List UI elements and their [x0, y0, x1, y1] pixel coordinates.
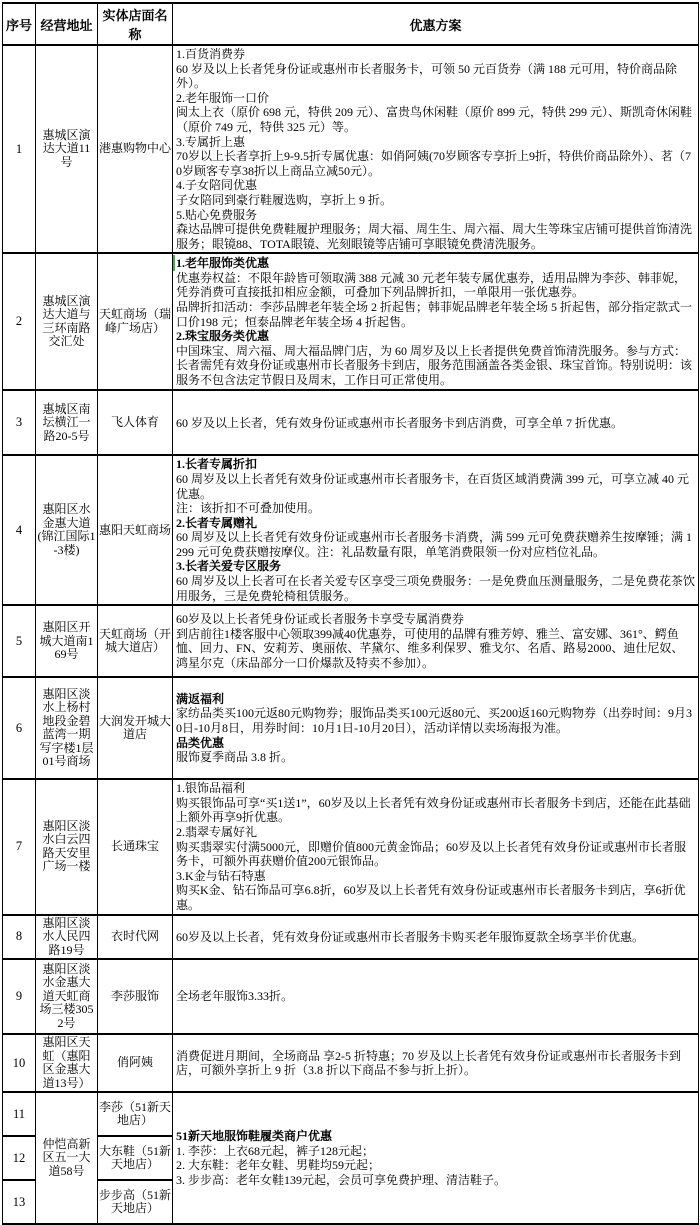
store-name-cell: 天虹商场（瑞峰广场店） — [98, 253, 173, 390]
scheme-line: 闽太上衣（原价 698 元，特供 209 元）、富贵鸟休闲鞋（原价 899 元，特供 299 元）、斯凯奇休闲鞋（原价 749 元，特供 325 元）等。 — [176, 105, 693, 134]
scheme-line: 60岁及以上长者，凭有效身份证或惠州市长者服务卡购买老年服饰夏款全场享半价优惠。 — [176, 929, 645, 944]
scheme-cell-merged — [173, 1092, 699, 1224]
scheme-cell — [173, 605, 699, 677]
scheme-cell — [173, 1034, 699, 1092]
store-name-cell: 俏阿姨 — [98, 1034, 173, 1092]
scheme-line: 服饰夏季商品 3.8 折。 — [176, 750, 294, 765]
table-row — [3, 455, 699, 605]
table-row — [3, 1034, 699, 1092]
scheme-line: 3.K金与钻石特惠 — [176, 868, 266, 883]
column-header-address: 经营地址 — [36, 3, 98, 45]
scheme-line: 70岁以上长者享折上9-9.5折专属优惠：如俏阿姨(70岁顾客专享折上9折，特供价商品除外）、茗（70岁顾客专享38折以上商品立减50元）。 — [176, 149, 691, 178]
scheme-cell — [173, 779, 699, 914]
store-name-cell: 大东鞋（51新天地店） — [98, 1136, 173, 1180]
table-row — [3, 45, 699, 253]
scheme-line: 60 周岁及以上长者凭有效身份证或惠州市长者服务卡消费，满 599 元可免费获赠养生按摩锤；满 1299 元可免费获赠按摩仪。注：礼品数量有限，单笔消费限领一份对应档位礼品。 — [176, 530, 693, 559]
scheme-line: 51新天地服饰鞋履类商户优惠 — [176, 1128, 333, 1143]
address-cell: 惠阳区淡水上杨村地段金碧蓝湾一期写字楼1层01号商场 — [36, 677, 98, 779]
header-row — [3, 3, 699, 45]
address-cell: 惠阳区淡水金惠大道天虹商场三楼3052号 — [36, 959, 98, 1034]
scheme-cell — [173, 677, 699, 779]
store-name-cell: 衣时代网 — [98, 915, 173, 960]
address-cell: 惠阳区淡水人民四路19号 — [36, 915, 98, 960]
scheme-cell — [173, 915, 699, 960]
scheme-line: 森达品牌可提供免费鞋履护理服务；周大福、周生生、周六福、周大生等珠宝店铺可提供首饰清洗服务；眼镜88、TOTA眼镜、光刻眼镜等店铺可享眼镜免费清洗服务。 — [176, 222, 693, 251]
row-number: 4 — [3, 455, 36, 605]
scheme-line: 1.老年服饰类优惠 — [176, 256, 270, 271]
row-number: 1 — [3, 45, 36, 253]
table-row — [3, 390, 699, 455]
scheme-line: 2. 大东鞋：老年女鞋、男鞋均59元起； — [176, 1158, 381, 1173]
row-number: 10 — [3, 1034, 36, 1092]
store-name-cell: 惠阳天虹商场 — [98, 455, 173, 605]
table-row — [3, 779, 699, 914]
scheme-line: 子女陪同到豪行鞋履选购，享折上 9 折。 — [176, 192, 393, 207]
scheme-line: 60 岁及以上长者，凭有效身份证或惠州市长者服务卡到店消费，可享全单 7 折优惠。 — [176, 415, 624, 430]
scheme-cell — [173, 959, 699, 1034]
store-name-cell: 步步高（51新天地店） — [98, 1180, 173, 1224]
table-row — [3, 677, 699, 779]
scheme-line: 2.长者专属赠礼 — [176, 515, 258, 530]
scheme-line: 消费促进月期间，全场商品 享2-5 折特惠；70 岁及以上长者凭有效身份证或惠州市长者服务卡到店，可额外享折上 9 折（3.8 折以下商品不参与折上折）。 — [176, 1048, 681, 1078]
discount-table — [2, 2, 699, 1225]
scheme-line: 1.长者专属折扣 — [176, 457, 258, 472]
address-cell-merged: 仲恺高新区五一大道58号 — [36, 1092, 98, 1224]
scheme-line: 3.专属折上惠 — [176, 134, 246, 149]
row-number: 9 — [3, 959, 36, 1034]
scheme-line: 注：该折扣不可叠加使用。 — [176, 501, 321, 516]
address-cell: 惠城区演达大道与三环南路交汇处 — [36, 253, 98, 390]
store-name-cell: 飞人体育 — [98, 390, 173, 455]
scheme-line: 5.贴心免费服务 — [176, 207, 258, 222]
table-row — [3, 959, 699, 1034]
address-cell: 惠城区南坛横江一路20-5号 — [36, 390, 98, 455]
column-header-scheme: 优惠方案 — [173, 3, 699, 45]
row-number: 5 — [3, 605, 36, 677]
scheme-line: 60岁及以上长者凭身份证或长者服务卡享受专属消费券 — [176, 612, 465, 627]
scheme-cell — [173, 455, 699, 605]
table-row — [3, 1092, 699, 1136]
scheme-line: 60 岁及以上长者凭身份证或惠州市长者服务卡，可领 50 元百货券（满 188 元可用，特价商品除外）。 — [176, 61, 678, 91]
scheme-line: 满返福利 — [176, 691, 225, 706]
scheme-line: 中国珠宝、周六福、周大福品牌门店，为 60 周岁及以上长者提供免费首饰清洗服务。参与方式：长者需凭有效身份证或惠州市长者服务卡到店，服务范围涵盖各类金银、珠宝首饰。特别说明：该服务不包含法定节假日及周末，工作日可正常使用。 — [176, 343, 693, 387]
address-cell: 惠阳区开城大道南169号 — [36, 605, 98, 677]
row-number: 13 — [3, 1180, 36, 1224]
scheme-line: 品类优惠 — [176, 735, 225, 750]
scheme-line: 购买翡翠实付满5000元，即赠价值800元黄金饰品；60岁及以上长者凭有效身份证或惠州市长者服务卡，可额外再获赠价值200元银饰品。 — [176, 839, 687, 869]
row-number: 3 — [3, 390, 36, 455]
address-cell: 惠阳区淡水白云四路天安里广场一楼 — [36, 779, 98, 914]
table-row — [3, 253, 699, 390]
scheme-line: 4.子女陪同优惠 — [176, 178, 258, 193]
column-header-store: 实体店面名称 — [98, 3, 173, 45]
row-number: 12 — [3, 1136, 36, 1180]
address-cell: 惠城区演达大道11号 — [36, 45, 98, 253]
scheme-line: 优惠券权益：不限年龄皆可领取满 388 元减 30 元老年装专属优惠券，适用品牌为李莎、韩菲妮，凭券消费可直接抵扣相应金额，可叠加下列品牌折扣，一单限用一张优惠券。 — [176, 270, 687, 300]
address-cell: 惠阳区天虹（惠阳区金惠大道13号） — [36, 1034, 98, 1092]
scheme-line: 60 周岁及以上长者凭有效身份证或惠州市长者服务卡，在百货区域消费满 399 元，可享立减 40 元优惠。 — [176, 471, 690, 501]
store-name-cell: 李莎服饰 — [98, 959, 173, 1034]
address-cell: 惠阳区水金惠大道(锦江国际1-3楼) — [36, 455, 98, 605]
scheme-line: 1. 李莎：上衣68元起，裤子128元起； — [176, 1143, 375, 1158]
scheme-line: 2.翡翠专属好礼 — [176, 825, 258, 840]
scheme-cell — [173, 253, 699, 390]
row-number: 7 — [3, 779, 36, 914]
scheme-line: 3. 步步高：老年女鞋139元起，会员可享免费护理、清洁鞋子。 — [176, 1172, 507, 1187]
row-number: 8 — [3, 915, 36, 960]
scheme-line: 1.百货消费券 — [176, 47, 246, 61]
scheme-cell — [173, 390, 699, 455]
scheme-line: 到店前往1楼客服中心领取399减40优惠券，可使用的品牌有雅芳婷、雅兰、富安娜、361°、鳄鱼恤、回力、FN、安莉芳、奥丽侬、芊黛尔、维多利保罗、雅戈尔、名盾、路易2000、迪仕尼奴、鸿星尔克（床品部分一口价爆款及特卖不参加）。 — [176, 626, 684, 670]
scheme-line: 60 周岁及以上长者可在长者关爱专区享受三项免费服务：一是免费血压测量服务，二是免费花茶饮用服务，三是免费轮椅租赁服务。 — [176, 574, 696, 603]
row-number: 11 — [3, 1092, 36, 1136]
column-header-number: 序号 — [3, 3, 36, 45]
row-number: 2 — [3, 253, 36, 390]
scheme-line: 购买银饰品可享“买1送1”，60岁及以上长者凭有效身份证或惠州市长者服务卡到店，还能在此基础上额外再享9折优惠。 — [176, 795, 691, 825]
scheme-line: 家纺品类买100元返80元购物券；服饰品类买100元返80元、买200返160元购物券（出券时间：9月30日-10月8日，用券时间：10月1日-10月20日），活动详情以卖场海报为准。 — [176, 706, 693, 735]
store-name-cell: 长通珠宝 — [98, 779, 173, 914]
scheme-line: 全场老年服饰3.33折。 — [176, 989, 294, 1004]
table-row — [3, 605, 699, 677]
table-row — [3, 915, 699, 960]
scheme-line: 2.珠宝服务类优惠 — [176, 329, 270, 344]
scheme-line: 1.银饰品福利 — [176, 781, 246, 796]
store-name-cell: 天虹商场（开城大道店） — [98, 605, 173, 677]
scheme-cell — [173, 45, 699, 253]
green-marker — [173, 255, 175, 271]
scheme-line: 购买K金、钻石饰品可享6.8折，60岁及以上长者凭有效身份证或惠州市长者服务卡到店，享6折优惠。 — [176, 883, 686, 912]
scheme-line: 品牌折扣活动：李莎品牌老年装全场 2 折起售；韩菲妮品牌老年装全场 5 折起售，部分指定款式一口价198 元；恒泰品牌老年装全场 4 折起售。 — [176, 299, 693, 329]
scheme-line: 2.老年服饰一口价 — [176, 90, 270, 105]
store-name-cell: 港惠购物中心 — [98, 45, 173, 253]
row-number: 6 — [3, 677, 36, 779]
scheme-line: 3.长者关爱专区服务 — [176, 559, 282, 574]
store-name-cell: 大润发开城大道店 — [98, 677, 173, 779]
store-name-cell: 李莎（51新天地店） — [98, 1092, 173, 1136]
